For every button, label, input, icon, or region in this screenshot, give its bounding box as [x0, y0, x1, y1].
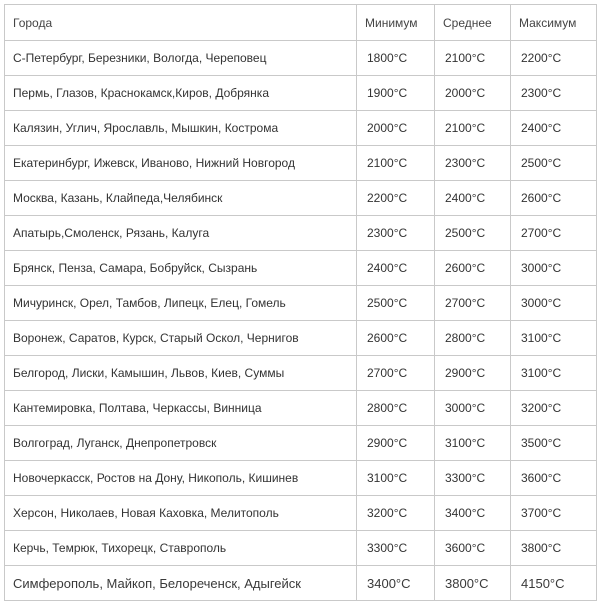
city-cell: Кантемировка, Полтава, Черкассы, Винница	[5, 391, 357, 426]
minimum-cell: 2400°C	[357, 251, 435, 286]
average-cell: 2400°C	[435, 181, 511, 216]
minimum-cell: 2700°C	[357, 356, 435, 391]
city-cell: Белгород, Лиски, Камышин, Львов, Киев, Суммы	[5, 356, 357, 391]
maximum-cell: 3600°C	[511, 461, 597, 496]
header-maximum: Максимум	[511, 5, 597, 41]
average-cell: 2100°C	[435, 111, 511, 146]
table-row	[5, 41, 597, 76]
table-row	[5, 531, 597, 566]
average-cell: 3300°C	[435, 461, 511, 496]
minimum-cell: 2800°C	[357, 391, 435, 426]
average-cell: 2600°C	[435, 251, 511, 286]
average-cell: 2000°C	[435, 76, 511, 111]
temperature-table	[4, 4, 597, 601]
header-row	[5, 5, 597, 41]
city-cell: Пермь, Глазов, Краснокамск,Киров, Добрянка	[5, 76, 357, 111]
minimum-cell: 3300°C	[357, 531, 435, 566]
maximum-cell: 3100°C	[511, 356, 597, 391]
city-cell: Мичуринск, Орел, Тамбов, Липецк, Елец, Гомель	[5, 286, 357, 321]
average-cell: 2100°C	[435, 41, 511, 76]
table-row	[5, 356, 597, 391]
table-row	[5, 566, 597, 601]
table-row	[5, 426, 597, 461]
city-cell: Екатеринбург, Ижевск, Иваново, Нижний Новгород	[5, 146, 357, 181]
maximum-cell: 3800°C	[511, 531, 597, 566]
minimum-cell: 2900°C	[357, 426, 435, 461]
table-row	[5, 76, 597, 111]
city-cell: Херсон, Николаев, Новая Каховка, Мелитополь	[5, 496, 357, 531]
average-cell: 3100°C	[435, 426, 511, 461]
maximum-cell: 2500°C	[511, 146, 597, 181]
average-cell: 2500°C	[435, 216, 511, 251]
average-cell: 2300°C	[435, 146, 511, 181]
city-cell: Калязин, Углич, Ярославль, Мышкин, Кострома	[5, 111, 357, 146]
table-row	[5, 461, 597, 496]
average-cell: 3400°C	[435, 496, 511, 531]
maximum-cell: 3000°C	[511, 286, 597, 321]
city-cell: Волгоград, Луганск, Днепропетровск	[5, 426, 357, 461]
maximum-cell: 2300°C	[511, 76, 597, 111]
maximum-cell: 2600°C	[511, 181, 597, 216]
city-cell: Брянск, Пенза, Самара, Бобруйск, Сызрань	[5, 251, 357, 286]
header-minimum: Минимум	[357, 5, 435, 41]
minimum-cell: 2000°C	[357, 111, 435, 146]
table-row	[5, 391, 597, 426]
city-cell: С-Петербург, Березники, Вологда, Череповец	[5, 41, 357, 76]
average-cell: 2700°C	[435, 286, 511, 321]
maximum-cell: 3700°C	[511, 496, 597, 531]
minimum-cell: 2600°C	[357, 321, 435, 356]
average-cell: 3600°C	[435, 531, 511, 566]
minimum-cell: 3400°C	[357, 566, 435, 601]
table-row	[5, 146, 597, 181]
minimum-cell: 2500°C	[357, 286, 435, 321]
city-cell: Москва, Казань, Клайпеда,Челябинск	[5, 181, 357, 216]
average-cell: 3800°C	[435, 566, 511, 601]
maximum-cell: 2200°C	[511, 41, 597, 76]
maximum-cell: 3100°C	[511, 321, 597, 356]
minimum-cell: 3200°C	[357, 496, 435, 531]
maximum-cell: 4150°C	[511, 566, 597, 601]
table-row	[5, 251, 597, 286]
table-row	[5, 286, 597, 321]
minimum-cell: 2300°C	[357, 216, 435, 251]
header-cities: Города	[5, 5, 357, 41]
city-cell: Апатырь,Смоленск, Рязань, Калуга	[5, 216, 357, 251]
table-row	[5, 111, 597, 146]
maximum-cell: 3500°C	[511, 426, 597, 461]
minimum-cell: 1900°C	[357, 76, 435, 111]
city-cell: Новочеркасск, Ростов на Дону, Никополь, Кишинев	[5, 461, 357, 496]
average-cell: 2800°C	[435, 321, 511, 356]
minimum-cell: 1800°C	[357, 41, 435, 76]
average-cell: 3000°C	[435, 391, 511, 426]
minimum-cell: 2200°C	[357, 181, 435, 216]
city-cell: Воронеж, Саратов, Курск, Старый Оскол, Чернигов	[5, 321, 357, 356]
city-cell: Керчь, Темрюк, Тихорецк, Ставрополь	[5, 531, 357, 566]
maximum-cell: 3200°C	[511, 391, 597, 426]
average-cell: 2900°C	[435, 356, 511, 391]
table-row	[5, 181, 597, 216]
table-row	[5, 496, 597, 531]
minimum-cell: 2100°C	[357, 146, 435, 181]
city-cell: Симферополь, Майкоп, Белореченск, Адыгейск	[5, 566, 357, 601]
maximum-cell: 3000°C	[511, 251, 597, 286]
minimum-cell: 3100°C	[357, 461, 435, 496]
maximum-cell: 2700°C	[511, 216, 597, 251]
table-row	[5, 321, 597, 356]
table-row	[5, 216, 597, 251]
header-average: Среднее	[435, 5, 511, 41]
maximum-cell: 2400°C	[511, 111, 597, 146]
